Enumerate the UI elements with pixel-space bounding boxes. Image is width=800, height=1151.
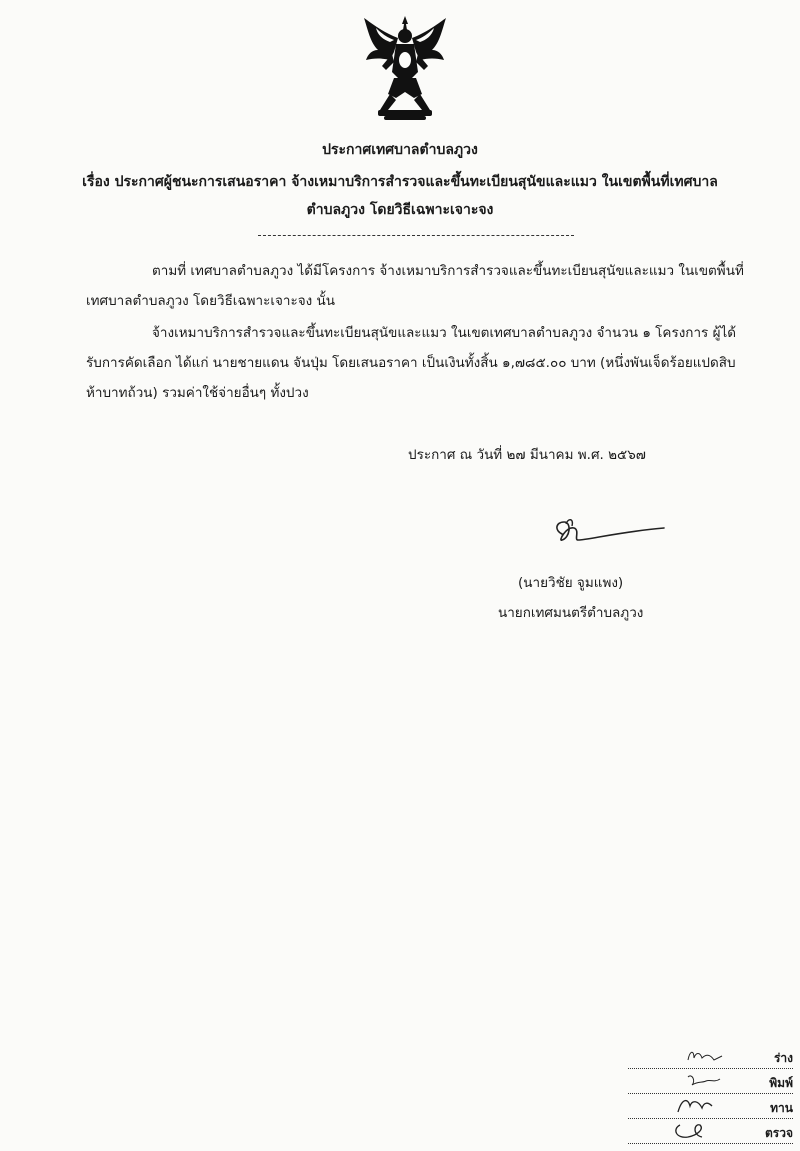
announce-date: ประกาศ ณ วันที่ ๒๗ มีนาคม พ.ศ. ๒๕๖๗ xyxy=(408,447,646,463)
paragraph-2-line-1: จ้างเหมาบริการสำรวจและขึ้นทะเบียนสุนัขและแมว ในเขตเทศบาลตำบลภูวง จำนวน ๑ โครงการ ผู้ได้ xyxy=(152,325,737,341)
footer-role-label: ตรวจ xyxy=(764,1126,793,1140)
initial-mark xyxy=(658,1046,738,1066)
paragraph-2-line-2: รับการคัดเลือก ได้แก่ นายชายแดน จันปุ่ม โดยเสนอราคา เป็นเงินทั้งสิ้น ๑,๗๘๕.๐๐ บาท (หนึ่งพันเจ็ดร้อยแปดสิบ xyxy=(86,355,736,371)
subject-line-2: ตำบลภูวง โดยวิธีเฉพาะเจาะจง xyxy=(306,202,494,218)
signer-name: (นายวิชัย จูมแพง) xyxy=(518,575,624,591)
paragraph-1-line-2: เทศบาลตำบลภูวง โดยวิธีเฉพาะเจาะจง นั้น xyxy=(86,293,335,309)
garuda-emblem-icon xyxy=(360,14,450,122)
footer-row-review xyxy=(628,1100,793,1119)
signature-mark xyxy=(548,512,668,552)
signer-position: นายกเทศมนตรีตำบลภูวง xyxy=(498,605,644,621)
footer-row-check xyxy=(628,1125,793,1144)
subject-line-1: เรื่อง ประกาศผู้ชนะการเสนอราคา จ้างเหมาบริการสำรวจและขึ้นทะเบียนสุนัขและแมว ในเขตพื้นที่เทศบาล xyxy=(82,174,718,190)
agency-heading: ประกาศเทศบาลตำบลภูวง xyxy=(322,142,478,158)
separator-line xyxy=(258,235,574,236)
footer-role-label: ร่าง xyxy=(773,1051,793,1065)
footer-row-draft xyxy=(628,1050,793,1069)
paragraph-2-line-3: ห้าบาทถ้วน) รวมค่าใช้จ่ายอื่นๆ ทั้งปวง xyxy=(86,385,309,401)
footer-role-label: พิมพ์ xyxy=(769,1076,793,1090)
footer-row-type xyxy=(628,1075,793,1094)
initial-mark xyxy=(658,1071,738,1091)
paragraph-1-line-1: ตามที่ เทศบาลตำบลภูวง ได้มีโครงการ จ้างเหมาบริการสำรวจและขึ้นทะเบียนสุนัขและแมว ในเขตพื้นที่ xyxy=(152,263,744,279)
initial-mark xyxy=(658,1121,738,1141)
initial-mark xyxy=(658,1096,738,1116)
footer-role-label: ทาน xyxy=(770,1101,793,1115)
